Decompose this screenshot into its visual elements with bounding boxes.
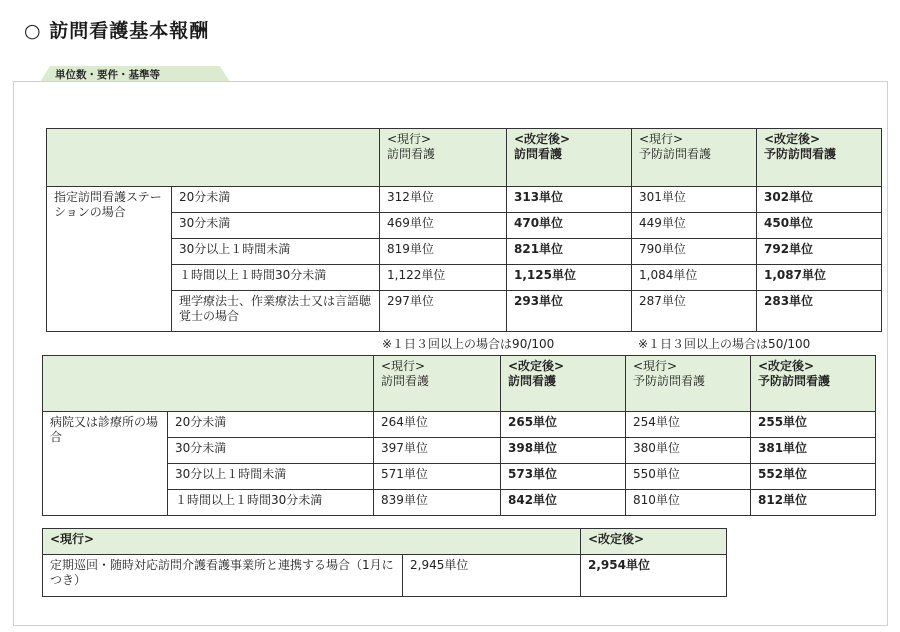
table-row (47, 239, 882, 265)
revised-prevent-cell: 450単位 (757, 213, 882, 239)
table-row (43, 412, 876, 438)
station-header-row (47, 129, 882, 187)
current-prevent-cell: 301単位 (632, 187, 757, 213)
linked-header-revised: <改定後> (581, 529, 727, 555)
current-prevent-cell: 1,084単位 (632, 265, 757, 291)
revised-nursing-cell: 265単位 (501, 412, 626, 438)
current-nursing-cell: 571単位 (374, 464, 501, 490)
current-nursing-cell: 397単位 (374, 438, 501, 464)
revised-prevent-cell: 283単位 (757, 291, 882, 332)
table-row (43, 464, 876, 490)
revised-nursing-cell: 398単位 (501, 438, 626, 464)
page-title: ○ 訪問看護基本報酬 (24, 20, 210, 42)
header-revised-prevent: <改定後> 予防訪問看護 (757, 129, 882, 187)
revised-nursing-cell: 293単位 (507, 291, 632, 332)
current-nursing-cell: 839単位 (374, 490, 501, 516)
hospital-label: 病院又は診療所の場合 (43, 412, 168, 516)
duration-cell: 30分未満 (168, 438, 374, 464)
revised-prevent-cell: 302単位 (757, 187, 882, 213)
revised-prevent-cell: 812単位 (751, 490, 876, 516)
table-row (47, 291, 882, 332)
duration-cell: １時間以上１時間30分未満 (168, 490, 374, 516)
linked-current-cell: 2,945単位 (403, 555, 581, 597)
header-current-prevent: <現行> 予防訪問看護 (632, 129, 757, 187)
revised-nursing-cell: 842単位 (501, 490, 626, 516)
revised-nursing-cell: 470単位 (507, 213, 632, 239)
revised-prevent-cell: 792単位 (757, 239, 882, 265)
current-nursing-cell: 819単位 (380, 239, 507, 265)
duration-cell: 30分未満 (172, 213, 380, 239)
duration-cell: 20分未満 (168, 412, 374, 438)
linked-header-current: <現行> (43, 529, 581, 555)
header-revised-prevent: <改定後> 予防訪問看護 (751, 356, 876, 412)
table-row (43, 490, 876, 516)
linked-header-row (43, 529, 727, 555)
current-prevent-cell: 550単位 (626, 464, 751, 490)
note-prevent: ※１日３回以上の場合は50/100 (638, 337, 811, 351)
current-nursing-cell: 264単位 (374, 412, 501, 438)
duration-cell: 20分未満 (172, 187, 380, 213)
note-nursing: ※１日３回以上の場合は90/100 (382, 337, 555, 351)
section-tab (40, 66, 230, 82)
table-row (47, 265, 882, 291)
current-nursing-cell: 1,122単位 (380, 265, 507, 291)
duration-cell: 30分以上１時間未満 (172, 239, 380, 265)
current-prevent-cell: 254単位 (626, 412, 751, 438)
current-nursing-cell: 469単位 (380, 213, 507, 239)
current-nursing-cell: 297単位 (380, 291, 507, 332)
revised-nursing-cell: 573単位 (501, 464, 626, 490)
hospital-header-row (43, 356, 876, 412)
header-current-nursing: <現行> 訪問看護 (374, 356, 501, 412)
table-row (43, 438, 876, 464)
revised-prevent-cell: 552単位 (751, 464, 876, 490)
revised-prevent-cell: 381単位 (751, 438, 876, 464)
linked-table (42, 528, 727, 597)
current-prevent-cell: 380単位 (626, 438, 751, 464)
current-prevent-cell: 449単位 (632, 213, 757, 239)
revised-prevent-cell: 255単位 (751, 412, 876, 438)
current-prevent-cell: 810単位 (626, 490, 751, 516)
header-current-nursing: <現行> 訪問看護 (380, 129, 507, 187)
station-table (46, 128, 882, 332)
table-row (47, 187, 882, 213)
revised-nursing-cell: 313単位 (507, 187, 632, 213)
table-row (47, 213, 882, 239)
section-tab-label: 単位数・要件・基準等 (55, 69, 160, 81)
station-label: 指定訪問看護ステーションの場合 (47, 187, 172, 332)
revised-prevent-cell: 1,087単位 (757, 265, 882, 291)
duration-cell: １時間以上１時間30分未満 (172, 265, 380, 291)
hospital-table (42, 355, 876, 516)
linked-label: 定期巡回・随時対応訪問介護看護事業所と連携する場合（1月につき） (43, 555, 403, 597)
revised-nursing-cell: 1,125単位 (507, 265, 632, 291)
current-prevent-cell: 287単位 (632, 291, 757, 332)
duration-cell: 理学療法士、作業療法士又は言語聴覚士の場合 (172, 291, 380, 332)
header-current-prevent: <現行> 予防訪問看護 (626, 356, 751, 412)
header-revised-nursing: <改定後> 訪問看護 (501, 356, 626, 412)
revised-nursing-cell: 821単位 (507, 239, 632, 265)
header-blank (43, 356, 374, 412)
table-row (43, 555, 727, 597)
header-revised-nursing: <改定後> 訪問看護 (507, 129, 632, 187)
current-prevent-cell: 790単位 (632, 239, 757, 265)
current-nursing-cell: 312単位 (380, 187, 507, 213)
duration-cell: 30分以上１時間未満 (168, 464, 374, 490)
linked-revised-cell: 2,954単位 (581, 555, 727, 597)
header-blank (47, 129, 380, 187)
